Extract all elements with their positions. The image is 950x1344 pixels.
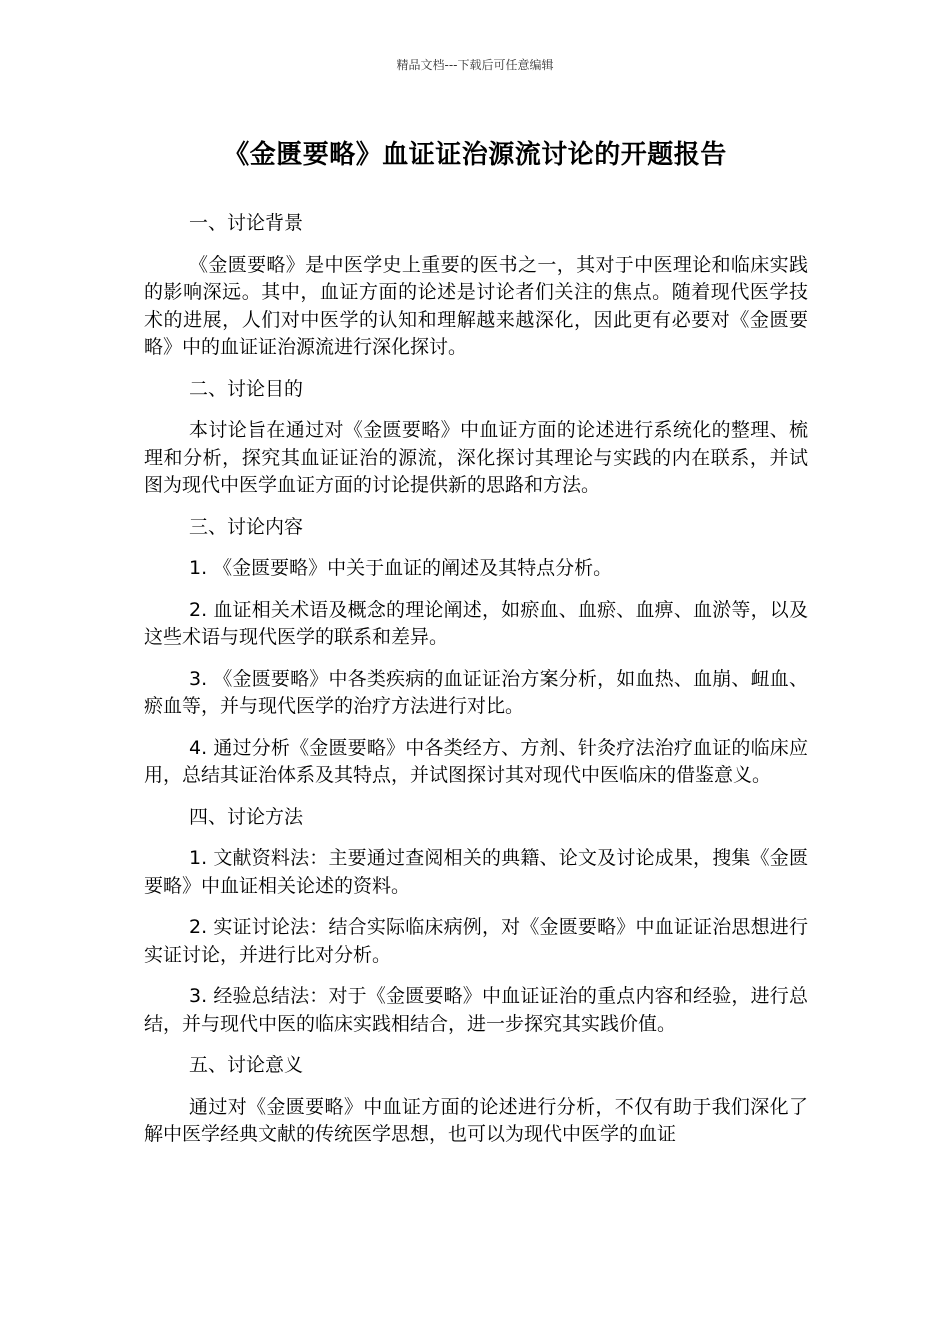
section-heading-methods: 四、讨论方法 [189,805,304,828]
section-heading-content: 三、讨论内容 [189,515,304,538]
content-item-2: 2. 血证相关术语及概念的理论阐述，如瘀血、血瘀、血痹、血淤等，以及这些术语与现代医学的联系和差异。 [144,598,808,648]
paragraph-purpose: 本讨论旨在通过对《金匮要略》中血证方面的论述进行系统化的整理、梳理和分析，探究其血证证治的源流，深化探讨其理论与实践的内在联系，并试图为现代中医学血证方面的讨论提供新的思路和方法。 [144,419,808,496]
content-item-3: 3. 《金匮要略》中各类疾病的血证证治方案分析，如血热、血崩、衄血、瘀血等，并与现代医学的治疗方法进行对比。 [144,667,808,717]
document-title: 《金匮要略》血证证治源流讨论的开题报告 [223,140,727,170]
method-item-2: 2. 实证讨论法：结合实际临床病例，对《金匮要略》中血证证治思想进行实证讨论，并进行比对分析。 [144,916,808,966]
content-item-4: 4. 通过分析《金匮要略》中各类经方、方剂、针灸疗法治疗血证的临床应用，总结其证治体系及其特点，并试图探讨其对现代中医临床的借鉴意义。 [144,736,808,786]
page-header: 精品文档---下载后可任意编辑 [396,58,554,72]
section-heading-background: 一、讨论背景 [189,212,304,234]
method-item-3: 3. 经验总结法：对于《金匮要略》中血证证治的重点内容和经验，进行总结，并与现代中医的临床实践相结合，进一步探究其实践价值。 [144,985,808,1035]
document-body [144,210,808,1163]
paragraph-background: 《金匮要略》是中医学史上重要的医书之一，其对于中医理论和临床实践的影响深远。其中，血证方面的论述是讨论者们关注的焦点。随着现代医学技术的进展，人们对中医学的认知和理解越来越深化，因此更有必要对《金匮要略》中的血证证治源流进行深化探讨。 [144,253,808,358]
paragraph-significance: 通过对《金匮要略》中血证方面的论述进行分析，不仅有助于我们深化了解中医学经典文献的传统医学思想，也可以为现代中医学的血证 [144,1095,808,1145]
method-item-1: 1. 文献资料法：主要通过查阅相关的典籍、论文及讨论成果，搜集《金匮要略》中血证相关论述的资料。 [144,847,808,897]
content-item-1: 1. 《金匮要略》中关于血证的阐述及其特点分析。 [189,557,613,579]
section-heading-purpose: 二、讨论目的 [189,377,304,400]
section-heading-significance: 五、讨论意义 [189,1054,304,1076]
